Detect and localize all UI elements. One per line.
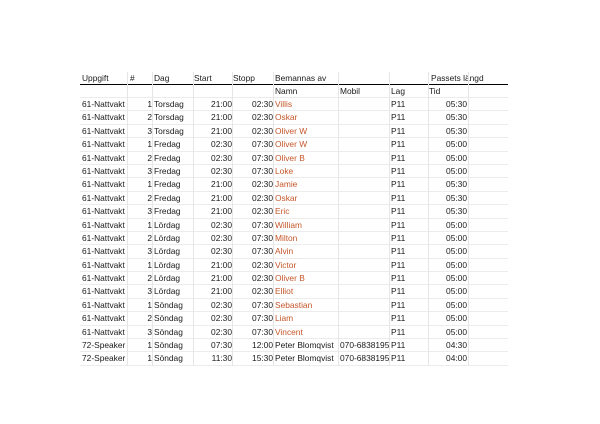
table-row: [80, 192, 508, 205]
cell-lag: P11: [391, 139, 406, 150]
cell-lag: P11: [391, 273, 406, 284]
cell-namn: Milton: [275, 232, 298, 243]
cell-uppgift: 72-Speaker: [82, 353, 126, 364]
cell-mobil: [340, 178, 390, 190]
column-separator: [338, 72, 339, 366]
header-stopp: Stopp: [233, 73, 255, 83]
cell-stopp: 02:30: [252, 273, 273, 284]
cell-start: 02:30: [211, 299, 232, 310]
cell-mobil: [340, 312, 390, 324]
column-separator: [193, 72, 194, 366]
cell-start: 02:30: [211, 139, 232, 150]
cell-lag: P11: [391, 259, 406, 270]
cell-tid: 05:00: [446, 286, 467, 297]
cell-number: 2: [147, 152, 152, 163]
header-tid: Tid: [429, 86, 441, 96]
cell-tid: 05:30: [446, 206, 467, 217]
cell-namn: Oliver W: [275, 125, 308, 136]
cell-namn: Jamie: [275, 179, 298, 190]
cell-mobil: [340, 192, 390, 204]
table-row: [80, 339, 508, 352]
cell-start: 21:00: [211, 112, 232, 123]
cell-stopp: 07:30: [252, 299, 273, 310]
table-row: [80, 285, 508, 298]
cell-namn: Eric: [275, 206, 290, 217]
cell-tid: 05:00: [446, 326, 467, 337]
cell-namn: Villis: [275, 99, 293, 109]
cell-lag: P11: [391, 152, 406, 163]
cell-mobil: [340, 245, 390, 257]
table-row: [80, 352, 508, 365]
cell-tid: 05:00: [446, 313, 467, 324]
cell-uppgift: 61-Nattvakt: [82, 299, 125, 310]
cell-uppgift: 61-Nattvakt: [82, 125, 125, 136]
cell-lag: P11: [391, 125, 406, 136]
cell-number: 1: [147, 139, 152, 150]
cell-tid: 05:00: [446, 232, 467, 243]
column-separator: [152, 72, 153, 366]
cell-namn: William: [275, 219, 302, 230]
cell-lag: P11: [391, 286, 406, 297]
cell-number: 1: [147, 179, 152, 190]
cell-dag: Fredag: [154, 206, 181, 217]
cell-stopp: 02:30: [252, 179, 273, 190]
cell-lag: P11: [391, 340, 406, 351]
cell-namn: Victor: [275, 259, 297, 270]
cell-number: 3: [147, 246, 152, 257]
cell-lag: P11: [391, 353, 406, 364]
cell-namn: Oliver B: [275, 152, 305, 163]
cell-uppgift: 61-Nattvakt: [82, 206, 125, 217]
cell-mobil: [340, 259, 390, 271]
cell-lag: P11: [391, 112, 406, 123]
cell-stopp: 07:30: [252, 165, 273, 176]
header-lag: Lag: [391, 86, 405, 96]
header-row-1: [80, 72, 508, 85]
cell-uppgift: 61-Nattvakt: [82, 139, 125, 150]
cell-tid: 05:00: [446, 165, 467, 176]
table-row: [80, 219, 508, 232]
cell-dag: Söndag: [154, 313, 183, 324]
cell-start: 02:30: [211, 246, 232, 257]
table-row: [80, 326, 508, 339]
cell-dag: Fredag: [154, 192, 181, 203]
cell-number: 2: [147, 112, 152, 123]
header-bemannas-av: Bemannas av: [275, 73, 327, 83]
cell-mobil: [340, 152, 390, 164]
cell-mobil: [340, 326, 390, 338]
cell-stopp: 07:30: [252, 313, 273, 324]
cell-uppgift: 61-Nattvakt: [82, 192, 125, 203]
cell-dag: Fredag: [154, 152, 181, 163]
cell-stopp: 02:30: [252, 206, 273, 217]
cell-uppgift: 61-Nattvakt: [82, 246, 125, 257]
cell-start: 21:00: [211, 125, 232, 136]
cell-uppgift: 61-Nattvakt: [82, 286, 125, 297]
cell-stopp: 12:00: [252, 340, 273, 351]
table-row: [80, 259, 508, 272]
cell-number: 1: [147, 99, 152, 109]
header-mobil: Mobil: [340, 86, 361, 96]
cell-mobil: 070-6838195: [340, 340, 390, 351]
cell-dag: Lördag: [154, 259, 181, 270]
table-row: [80, 312, 508, 325]
column-separator: [127, 72, 128, 366]
cell-dag: Torsdag: [154, 125, 184, 136]
cell-tid: 05:00: [446, 299, 467, 310]
cell-lag: P11: [391, 219, 406, 230]
cell-dag: Fredag: [154, 165, 181, 176]
cell-dag: Torsdag: [154, 99, 184, 109]
cell-lag: P11: [391, 232, 406, 243]
cell-tid: 05:00: [446, 259, 467, 270]
cell-dag: Söndag: [154, 340, 183, 351]
table-row: [80, 299, 508, 312]
cell-start: 02:30: [211, 313, 232, 324]
cell-number: 2: [147, 273, 152, 284]
cell-uppgift: 61-Nattvakt: [82, 219, 125, 230]
header-uppgift: Uppgift: [82, 73, 109, 83]
cell-start: 02:30: [211, 152, 232, 163]
cell-namn: Liam: [275, 313, 294, 324]
cell-tid: 05:30: [446, 125, 467, 136]
cell-tid: 05:00: [446, 273, 467, 284]
cell-number: 1: [147, 299, 152, 310]
cell-number: 1: [147, 219, 152, 230]
cell-mobil: [340, 232, 390, 244]
cell-mobil: [340, 165, 390, 177]
cell-lag: P11: [391, 299, 406, 310]
cell-stopp: 02:30: [252, 125, 273, 136]
cell-start: 21:00: [211, 259, 232, 270]
column-separator: [232, 72, 233, 366]
cell-start: 21:00: [211, 286, 232, 297]
cell-dag: Fredag: [154, 139, 181, 150]
cell-namn: Loke: [275, 165, 294, 176]
column-separator: [428, 72, 429, 366]
cell-stopp: 07:30: [252, 139, 273, 150]
column-separator: [389, 72, 390, 366]
cell-number: 3: [147, 165, 152, 176]
header-number: #: [130, 73, 135, 83]
cell-mobil: [340, 111, 390, 123]
cell-uppgift: 61-Nattvakt: [82, 326, 125, 337]
cell-tid: 05:30: [446, 192, 467, 203]
cell-uppgift: 61-Nattvakt: [82, 273, 125, 284]
table-row: [80, 138, 508, 151]
cell-lag: P11: [391, 206, 406, 217]
table-row: [80, 245, 508, 258]
cell-tid: 05:30: [446, 112, 467, 123]
cell-tid: 04:30: [446, 340, 467, 351]
cell-dag: Söndag: [154, 299, 183, 310]
cell-mobil: [340, 125, 390, 137]
table-row: [80, 98, 508, 111]
cell-uppgift: 61-Nattvakt: [82, 99, 125, 109]
cell-lag: P11: [391, 179, 406, 190]
cell-uppgift: 72-Speaker: [82, 340, 126, 351]
cell-dag: Söndag: [154, 326, 183, 337]
cell-start: 02:30: [211, 165, 232, 176]
cell-dag: Lördag: [154, 219, 181, 230]
table-row: [80, 205, 508, 218]
cell-start: 02:30: [211, 219, 232, 230]
cell-uppgift: 61-Nattvakt: [82, 165, 125, 176]
table-row: [80, 232, 508, 245]
cell-namn: Peter Blomqvist: [275, 340, 334, 351]
cell-stopp: 02:30: [252, 192, 273, 203]
cell-start: 21:00: [211, 192, 232, 203]
cell-mobil: 070-6838195: [340, 353, 390, 364]
cell-tid: 05:00: [446, 139, 467, 150]
cell-namn: Vincent: [275, 326, 303, 337]
cell-lag: P11: [391, 99, 406, 109]
cell-number: 3: [147, 286, 152, 297]
cell-number: 2: [147, 232, 152, 243]
cell-stopp: 02:30: [252, 286, 273, 297]
cell-start: 21:00: [211, 99, 232, 109]
cell-mobil: [340, 138, 390, 150]
cell-start: 11:30: [211, 353, 232, 364]
schedule-sheet: [80, 72, 508, 366]
header-row-2: [80, 85, 508, 98]
cell-stopp: 07:30: [252, 219, 273, 230]
cell-stopp: 02:30: [252, 259, 273, 270]
column-separator: [468, 72, 469, 366]
cell-uppgift: 61-Nattvakt: [82, 152, 125, 163]
cell-tid: 05:00: [446, 246, 467, 257]
header-namn: Namn: [275, 86, 298, 96]
table-body: [80, 98, 508, 366]
cell-start: 21:00: [211, 179, 232, 190]
cell-stopp: 02:30: [252, 99, 273, 109]
cell-number: 2: [147, 192, 152, 203]
cell-tid: 05:00: [446, 152, 467, 163]
cell-start: 21:00: [211, 273, 232, 284]
cell-tid: 05:30: [446, 179, 467, 190]
header-passets-langd: Passets längd: [431, 73, 484, 83]
table-row: [80, 111, 508, 124]
cell-lag: P11: [391, 326, 406, 337]
table-row: [80, 125, 508, 138]
table-row: [80, 178, 508, 191]
cell-start: 21:00: [211, 206, 232, 217]
cell-stopp: 07:30: [252, 246, 273, 257]
cell-dag: Fredag: [154, 179, 181, 190]
cell-stopp: 02:30: [252, 112, 273, 123]
cell-number: 3: [147, 206, 152, 217]
cell-dag: Lördag: [154, 286, 181, 297]
table-row: [80, 165, 508, 178]
cell-lag: P11: [391, 165, 406, 176]
cell-dag: Torsdag: [154, 112, 184, 123]
cell-number: 3: [147, 125, 152, 136]
cell-mobil: [340, 272, 390, 284]
cell-dag: Lördag: [154, 232, 181, 243]
cell-tid: 04:00: [446, 353, 467, 364]
cell-dag: Söndag: [154, 353, 183, 364]
cell-number: 3: [147, 326, 152, 337]
cell-start: 07:30: [211, 340, 232, 351]
cell-namn: Sebastian: [275, 299, 313, 310]
cell-stopp: 07:30: [252, 152, 273, 163]
table-row: [80, 272, 508, 285]
cell-namn: Oskar: [275, 112, 298, 123]
cell-namn: Peter Blomqvist: [275, 353, 334, 364]
cell-tid: 05:30: [446, 99, 467, 109]
header-start: Start: [194, 73, 212, 83]
cell-number: 1: [147, 259, 152, 270]
cell-mobil: [340, 98, 390, 110]
cell-dag: Lördag: [154, 246, 181, 257]
cell-mobil: [340, 205, 390, 217]
cell-namn: Oliver W: [275, 139, 308, 150]
cell-number: 2: [147, 313, 152, 324]
cell-stopp: 15:30: [252, 353, 273, 364]
column-separator: [273, 72, 274, 366]
cell-stopp: 07:30: [252, 326, 273, 337]
cell-mobil: [340, 219, 390, 231]
header-dag: Dag: [154, 73, 170, 83]
cell-namn: Elliot: [275, 286, 294, 297]
cell-number: 1: [147, 340, 152, 351]
cell-stopp: 07:30: [252, 232, 273, 243]
cell-uppgift: 61-Nattvakt: [82, 313, 125, 324]
cell-namn: Oliver B: [275, 273, 305, 284]
cell-start: 02:30: [211, 326, 232, 337]
cell-lag: P11: [391, 192, 406, 203]
cell-uppgift: 61-Nattvakt: [82, 259, 125, 270]
cell-uppgift: 61-Nattvakt: [82, 179, 125, 190]
cell-start: 02:30: [211, 232, 232, 243]
cell-uppgift: 61-Nattvakt: [82, 112, 125, 123]
cell-mobil: [340, 285, 390, 297]
cell-number: 1: [147, 353, 152, 364]
cell-dag: Lördag: [154, 273, 181, 284]
cell-lag: P11: [391, 313, 406, 324]
table-row: [80, 152, 508, 165]
cell-uppgift: 61-Nattvakt: [82, 232, 125, 243]
cell-lag: P11: [391, 246, 406, 257]
cell-mobil: [340, 299, 390, 311]
cell-namn: Oskar: [275, 192, 298, 203]
cell-namn: Alvin: [275, 246, 294, 257]
cell-tid: 05:00: [446, 219, 467, 230]
